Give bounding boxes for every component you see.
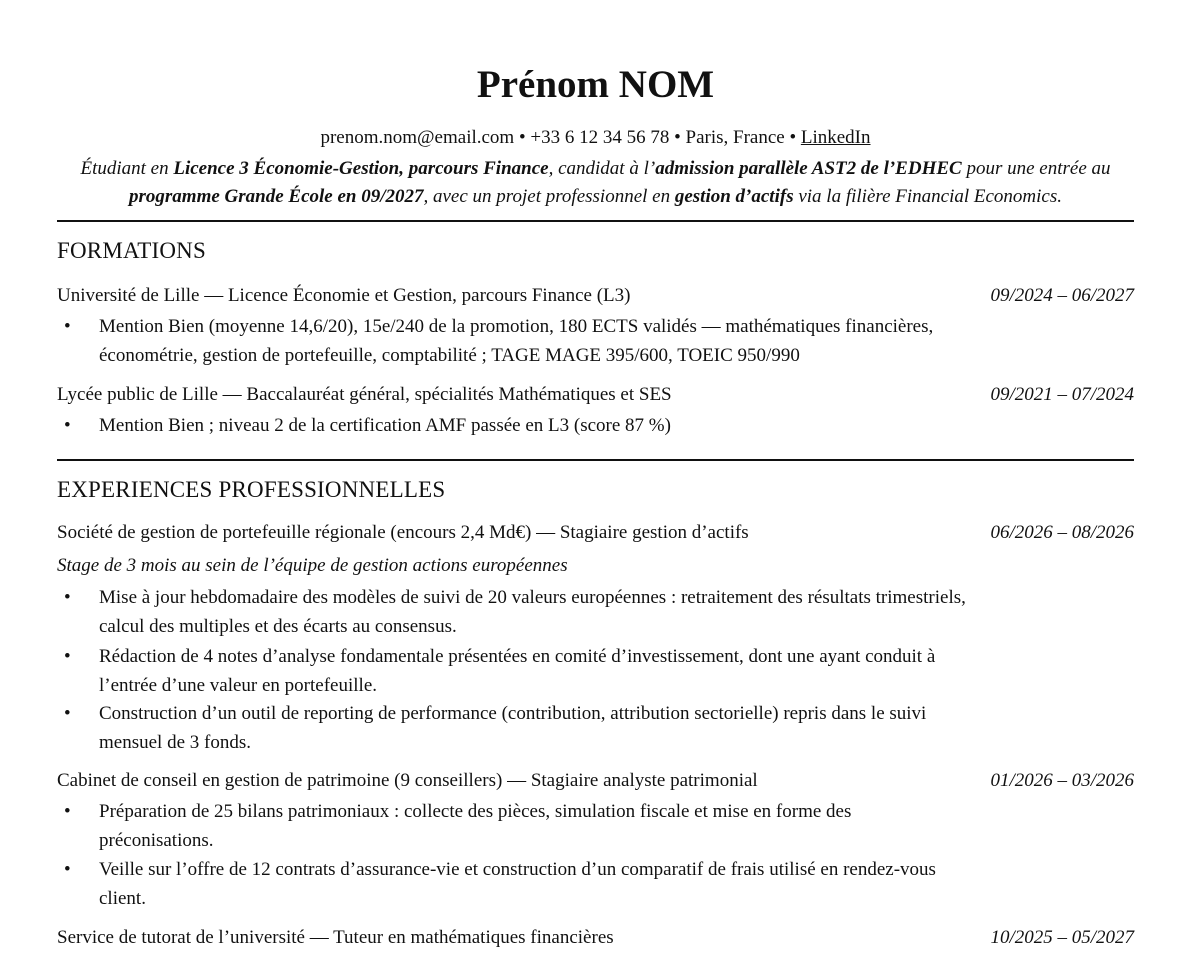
section-title-experiences: EXPERIENCES PROFESSIONNELLES: [57, 477, 446, 502]
section-divider: [57, 459, 1134, 461]
entry-heading: [57, 769, 1134, 793]
bullet-text: Mise à jour hebdomadaire des modèles de suivi de 20 valeurs européennes : retraitement des résultats trimestriels, calcul des multiples et des écarts au consensus.: [99, 587, 966, 637]
bullet-dot: •: [64, 415, 71, 436]
summary-bold: gestion d’actifs: [674, 186, 794, 207]
bullet-dot: •: [64, 646, 71, 667]
separator: •: [674, 127, 681, 148]
bullet-item: [57, 583, 987, 641]
entry-title: Lycée public de Lille — Baccalauréat général, spécialités Mathématiques et SES: [57, 384, 672, 405]
section-title-formations: FORMATIONS: [57, 238, 206, 263]
bullet-item: [57, 797, 957, 855]
summary-text: , avec un projet professionnel en: [423, 186, 675, 207]
email-text: prenom.nom@email.com: [320, 127, 515, 148]
bullet-text: Construction d’un outil de reporting de performance (contribution, attribution sectorielle) repris dans le suivi mensuel de 3 fonds.: [99, 703, 927, 753]
entry-heading: [57, 926, 1134, 950]
bullet-item: [57, 411, 987, 440]
phone-text: +33 6 12 34 56 78: [530, 127, 670, 148]
bullet-dot: •: [64, 859, 71, 880]
entry-title: Université de Lille — Licence Économie et Gestion, parcours Finance (L3): [57, 285, 631, 306]
entry-heading: [57, 521, 1134, 545]
entry-dates: 01/2026 – 03/2026: [990, 770, 1134, 791]
bullet-text: Mention Bien ; niveau 2 de la certification AMF passée en L3 (score 87 %): [99, 415, 671, 436]
entry-title: Cabinet de conseil en gestion de patrimoine (9 conseillers) — Stagiaire analyste patrimonial: [57, 770, 758, 791]
bullet-item: [57, 312, 1017, 370]
summary-bold: Licence 3 Économie-Gestion, parcours Finance: [173, 158, 549, 179]
bullet-text: Rédaction de 4 notes d’analyse fondamentale présentées en comité d’investissement, dont une ayant conduit à l’entrée d’une valeur en portefeuille.: [99, 646, 936, 696]
entry-heading: [57, 284, 1134, 308]
location-text: Paris, France: [685, 127, 785, 148]
entry-title: Société de gestion de portefeuille régionale (encours 2,4 Md€) — Stagiaire gestion d’actifs: [57, 522, 749, 543]
bullet-dot: •: [64, 587, 71, 608]
entry-subtitle: Stage de 3 mois au sein de l’équipe de gestion actions européennes: [57, 555, 568, 576]
bullet-text: Veille sur l’offre de 12 contrats d’assurance-vie et construction d’un comparatif de frais utilisé en rendez-vous client.: [99, 859, 936, 909]
profile-summary: [57, 155, 1134, 211]
bullet-text: Mention Bien (moyenne 14,6/20), 15e/240 de la promotion, 180 ECTS validés — mathématiques financières, économétrie, gestion de portefeuille, comptabilité ; TAGE MAGE 395/600, TOEIC 950/990: [99, 316, 934, 366]
summary-bold: programme Grande École en 09/2027: [129, 186, 424, 207]
contact-line: [57, 126, 1134, 150]
entry-title: Service de tutorat de l’université — Tuteur en mathématiques financières: [57, 927, 614, 948]
summary-bold: admission parallèle AST2 de l’EDHEC: [655, 158, 962, 179]
bullet-item: [57, 642, 987, 700]
bullet-dot: •: [64, 703, 71, 724]
entry-dates: 06/2026 – 08/2026: [990, 522, 1134, 543]
candidate-name: Prénom NOM: [476, 63, 715, 106]
summary-text: via la filière Financial Economics.: [793, 186, 1062, 207]
bullet-item: [57, 699, 987, 757]
entry-dates: 09/2024 – 06/2027: [990, 285, 1134, 306]
separator: •: [789, 127, 797, 148]
summary-text: pour une entrée au: [961, 158, 1111, 179]
bullet-text: Préparation de 25 bilans patrimoniaux : collecte des pièces, simulation fiscale et mise en forme des préconisations.: [99, 801, 852, 851]
summary-text: Étudiant en: [80, 158, 174, 179]
entry-heading: [57, 383, 1134, 407]
separator: •: [518, 127, 526, 148]
bullet-dot: •: [64, 801, 71, 822]
section-divider: [57, 220, 1134, 222]
entry-dates: 09/2021 – 07/2024: [990, 384, 1134, 405]
entry-dates: 10/2025 – 05/2027: [990, 927, 1134, 948]
bullet-item: [57, 855, 957, 913]
bullet-dot: •: [64, 316, 71, 337]
linkedin-link[interactable]: LinkedIn: [800, 127, 871, 148]
summary-text: , candidat à l’: [548, 158, 656, 179]
